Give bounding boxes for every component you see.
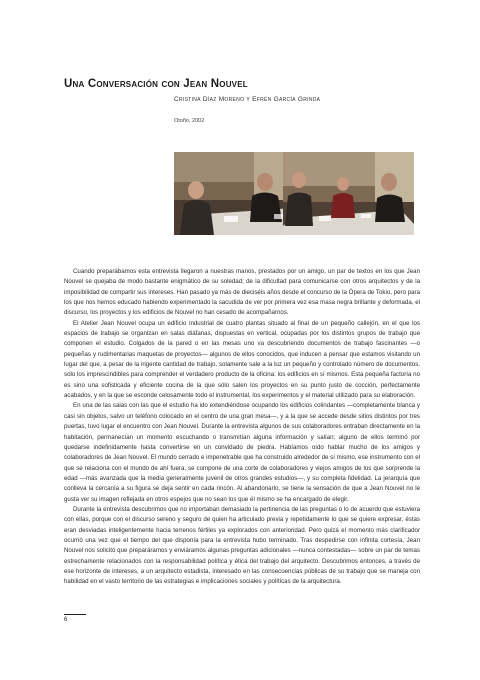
paragraph: El Atelier Jean Nouvel ocupa un edificio industrial de cuatro plantas situado al final de un pequeño callejón, en el que los espacios de trabajo se organizan en salas diáfanas, dispuestas en vertical, ocupadas por los distintos grupos de trabajo que componen el estudio. Colgados de la pared o en las mesas uno va descubriendo documentos de trabajo fascinantes —o pequeñas y rudimentarias maquetas de proyectos— algunos de ellos conocidos, que inducen a pensar que estamos visitando un lugar del que, a pesar de la ingente cantidad de trabajo, solamente sale a la luz un pequeño y controlado número de documentos, sólo los imprescindibles para comprender el verdadero producto de la oficina: los edificios en sí mismos. Esta pequeña factoría no es sino una sofisticada y eficiente cocina de la que sólo salen los proyectos en su punto justo de cocción, perfectamente acabados, y en la que se esconde celosamente todo el instrumental, los experimentos y el material utilizado para su elaboración.	[64, 319, 420, 400]
article-body	[64, 267, 420, 588]
footer-rule	[64, 614, 86, 615]
article-title: Una Conversación con Jean Nouvel	[64, 78, 248, 90]
article-date: Otoño, 2002	[174, 118, 205, 124]
interview-photo-2	[283, 152, 414, 235]
paragraph: Durante la entrevista descubrimos que no importaban demasiado la pertinencia de las preguntas o lo de acuerdo que estuviera con ellas, porque con el discurso sereno y seguro de quien ha articulado previa y repetidamente lo que se quiere expresar, éstas eran desviadas inteligentemente hacia terrenos fértiles ya explorados con anterioridad. Pero quizá el momento más clarificador ocurrió una vez que el tiempo del que disponía para la entrevista hubo terminado. Tras despedirse con infinita cortesía, Jean Nouvel nos solicitó que preparáramos y enviáramos algunas preguntas adicionales —nunca contestadas— sobre un par de temas estrechamente relacionados con la responsabilidad política y ética del trabajo del arquitecto. Descubrimos entonces, a través de ese horizonte de intereses, a un arquitecto estadista, interesado en las consecuencias públicas de su trabajo que se maneja con habilidad en el vasto territorio de las estrategias e implicaciones sociales y políticas de la arquitectura.	[64, 505, 420, 586]
paragraph: En una de las salas con las que el estudio ha ido extendiéndose ocupando los edificios colindantes —completamente blanca y casi sin objetos, salvo un teléfono colocado en el centro de una gran mesa—, y a la que se accede desde sitios distintos por tres puertas, tuvo lugar el encuentro con Jean Nouvel. Durante la entrevista algunos de sus colaboradores entraban directamente en la habitación, permanecían un momento escuchando o transmitían alguna información y salían; alguno de ellos terminó por quedarse indefinidamente hasta convertirse en un convidado de piedra. Habíamos oído hablar mucho de los amigos y colaboradores de Jean Nouvel. El mundo cerrado e impenetrable que ha construido alrededor de sí mismo, ese instrumento con el que se relaciona con el mundo de ahí fuera, se compone de una corte de colaboradores y viejos amigos de los que sorprende la edad —más avanzada que la media generalmente juvenil de otros grandes estudios—, y su completa fidelidad. La jerarquía que conlleva la cercanía a su figura se deja sentir en cada rincón. Al abandonarlo, se tiene la sensación de que a Jean Nouvel no le gusta ver su imagen reflejada en otros espejos que no sean los que él mismo se ha encargado de elegir.	[64, 402, 420, 503]
paragraph: Cuando preparábamos esta entrevista llegaron a nuestras manos, prestados por un amigo, un par de textos en los que Jean Nouvel se quejaba de modo bastante enigmático de su soledad; de la dificultad para comunicarse con otros arquitectos y de la imposibilidad de compartir sus intereses. Han pasado ya más de dieciséis años desde el concurso de la Ópera de Tokio, pero para los que nos hemos educado habiendo experimentado la sacudida de ver por primera vez esa masa negra brillante y deformada, el discurso, los proyectos y los edificios de Nouvel no han cesado de acompañarnos.	[64, 268, 420, 317]
page-number: 6	[64, 617, 68, 623]
article-authors: Cristina Díaz Moreno y Efrén García Grinda	[174, 96, 321, 103]
